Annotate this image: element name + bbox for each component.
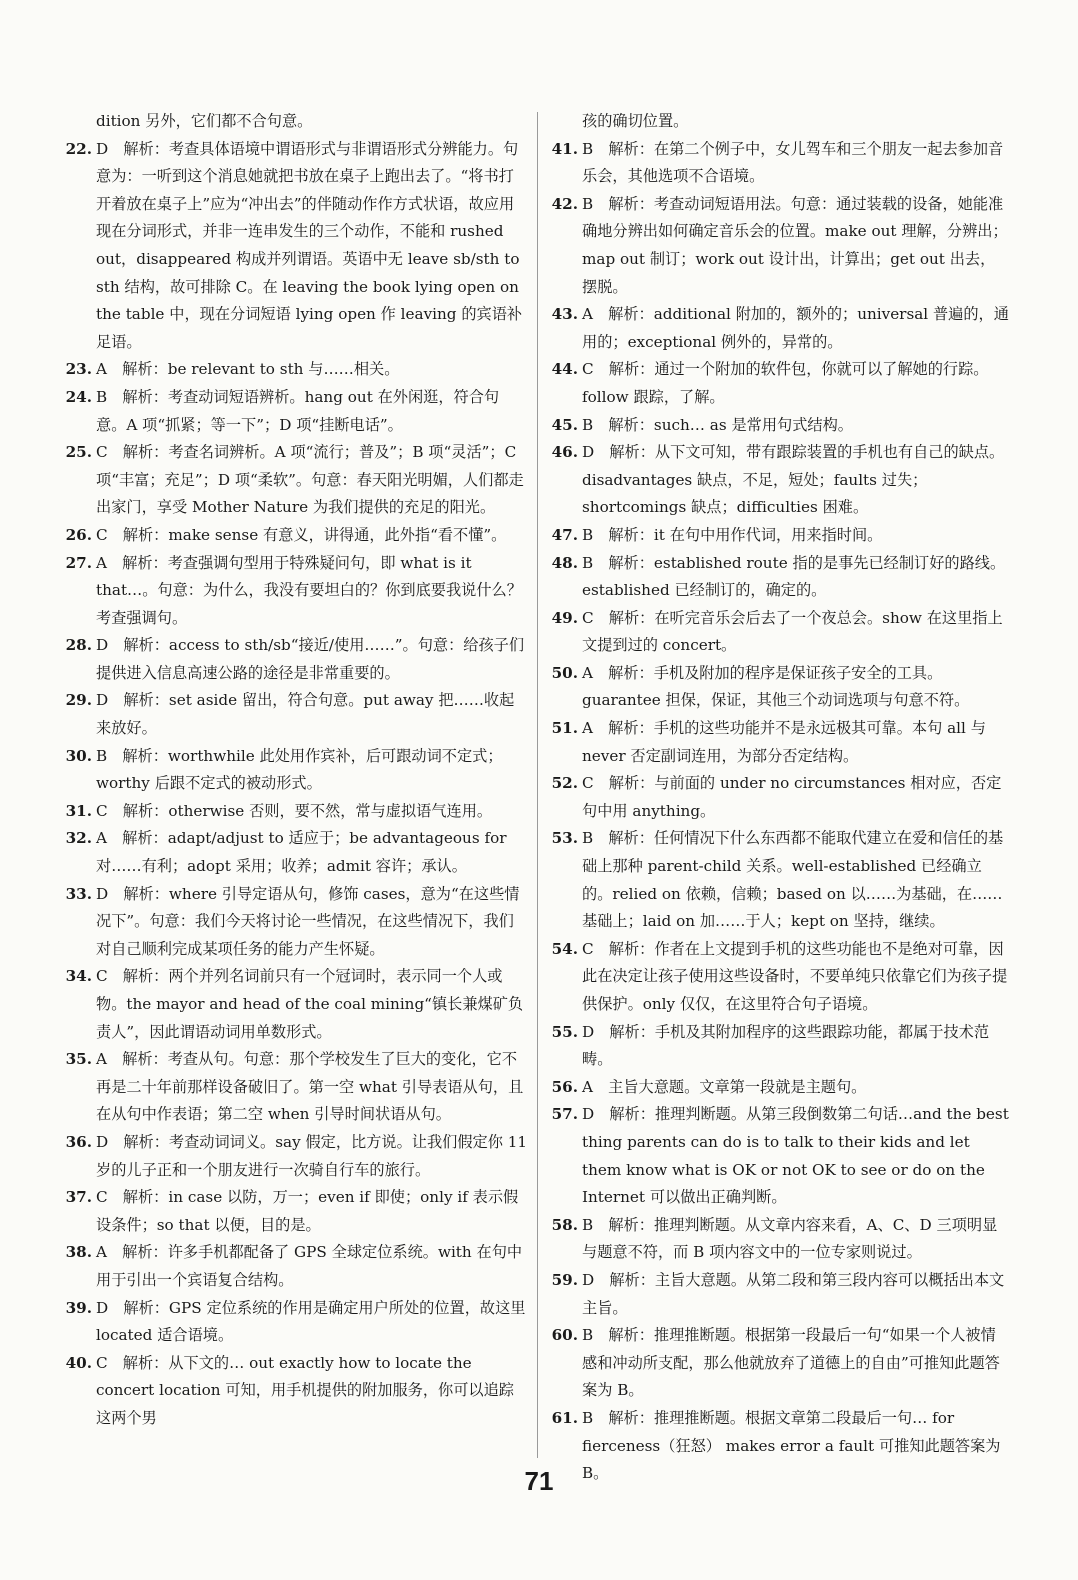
question-number: 44.: [551, 360, 578, 379]
answer-text: B 解析：推理判断题。从文章内容来看，A、C、D 三项明显与题意不符，而 B 项内容文中的一位专家则说过。: [582, 1215, 998, 1262]
answer-text: C 解析：考查名词辨析。A 项“流行；普及”；B 项“灵活”；C 项“丰富；充足”；D 项“柔软”。句意：春天阳光明媚，人们都走出家门，享受 Mother Nature 为我们提供的充足的阳光。: [96, 443, 524, 517]
answer-entry: [548, 108, 1010, 136]
question-number: 50.: [551, 663, 578, 682]
question-number: 26.: [65, 525, 92, 544]
answer-entry: [62, 356, 528, 384]
question-number: 32.: [65, 829, 92, 848]
answer-text: A 解析：手机的这些功能并不是永远极其可靠。本句 all 与 never 否定副词连用，为部分否定结构。: [582, 719, 986, 765]
question-number: 38.: [65, 1243, 92, 1262]
question-number: 58.: [551, 1215, 578, 1234]
question-number: 34.: [65, 967, 92, 986]
answer-entry: [548, 356, 1010, 411]
answer-text: D 解析：考查具体语境中谓语形式与非谓语形式分辨能力。句意为：一听到这个消息她就把书放在桌子上跑出去了。“将书打开着放在桌子上”应为“冲出去”的伴随动作作方式状语，故应用现在分词形式，并非一连串发生的三个动作，不能和 rushed out，disappeared 构成并列谓语。英语中无 leave sb/sth to sth 结构，故可排除 C。在 leaving the book lying open on the table 中，现在分词短语 lying open 作 leaving 的宾语补足语。: [96, 139, 523, 351]
answer-text: C 解析：作者在上文提到手机的这些功能也不是绝对可靠，因此在决定让孩子使用这些设备时，不要单纯只依靠它们为孩子提供保护。only 仅仅，在这里符合句子语境。: [582, 939, 1008, 1013]
question-number: 56.: [551, 1077, 578, 1096]
answer-entry: [62, 1350, 528, 1433]
question-number: 39.: [65, 1298, 92, 1317]
answer-entry: [548, 439, 1010, 522]
answer-entry: [62, 1046, 528, 1129]
answer-text: D 解析：access to sth/sb“接近/使用……”。句意：给孩子们提供进入信息高速公路的途径是非常重要的。: [96, 636, 525, 682]
answer-text: A 解析：考查从句。句意：那个学校发生了巨大的变化，它不再是二十年前那样设备破旧了。第一空 what 引导表语从句，且在从句中作表语；第二空 when 引导时间状语从句。: [96, 1050, 524, 1124]
answer-text: C 解析：通过一个附加的软件包，你就可以了解她的行踪。follow 跟踪，了解。: [582, 360, 989, 406]
answer-entry: [548, 136, 1010, 191]
question-number: 40.: [65, 1353, 92, 1372]
answer-entry: [62, 550, 528, 633]
answer-text: C 解析：make sense 有意义，讲得通，此外指“看不懂”。: [96, 525, 507, 544]
question-number: 46.: [551, 443, 578, 462]
question-number: 27.: [65, 553, 92, 572]
answer-entry: [62, 798, 528, 826]
answer-text: C 解析：in case 以防，万一；even if 即使；only if 表示假设条件；so that 以便，目的是。: [96, 1188, 519, 1234]
right-column: [548, 108, 1010, 1488]
left-column: [62, 108, 528, 1433]
answer-text: A 主旨大意题。文章第一段就是主题句。: [582, 1077, 867, 1096]
answer-entry: [548, 605, 1010, 660]
answer-text: B 解析：任何情况下什么东西都不能取代建立在爱和信任的基础上那种 parent-child 关系。well-established 已经确立的。relied on 依赖，信赖；based on 以……为基础，在……基础上；laid on 加……于人；kept on 坚持，继续。: [582, 829, 1004, 931]
answer-text: B 解析：worthwhile 此处用作宾补，后可跟动词不定式；worthy 后跟不定式的被动形式。: [96, 746, 503, 793]
answer-text: D 解析：从下文可知，带有跟踪装置的手机也有自己的缺点。disadvantages 缺点，不足，短处；faults 过失；shortcomings 缺点；difficulties 困难。: [582, 443, 1005, 517]
column-divider: [537, 112, 538, 1458]
answer-text: B 解析：考查动词短语用法。句意：通过装载的设备，她能准确地分辨出如何确定音乐会的位置。make out 理解，分辨出；map out 制订；work out 设计出，计算出；get out 出去，摆脱。: [582, 194, 1008, 296]
question-number: 22.: [65, 139, 92, 158]
question-number: 48.: [551, 553, 578, 572]
answer-text: B 解析：such… as 是常用句式结构。: [582, 415, 853, 434]
answer-entry: [62, 687, 528, 742]
answer-entry: [62, 439, 528, 522]
answer-text: A 解析：手机及附加的程序是保证孩子安全的工具。guarantee 担保，保证，其他三个动词选项与句意不符。: [582, 663, 970, 710]
answer-entry: [548, 1212, 1010, 1267]
question-number: 60.: [551, 1326, 578, 1345]
answer-text: 孩的确切位置。: [582, 112, 689, 130]
question-number: 49.: [551, 608, 578, 627]
answer-text: B 解析：established route 指的是事先已经制订好的路线。established 已经制订的，确定的。: [582, 553, 1006, 600]
question-number: 41.: [551, 139, 578, 158]
question-number: 61.: [551, 1408, 578, 1427]
question-number: 57.: [551, 1105, 578, 1124]
answer-text: B 解析：it 在句中用作代词，用来指时间。: [582, 525, 883, 544]
question-number: 51.: [551, 719, 578, 738]
answer-entry: [62, 108, 528, 136]
answer-entry: [62, 632, 528, 687]
answer-text: B 解析：推理推断题。根据第一段最后一句“如果一个人被情感和冲动所支配，那么他就放弃了道德上的自由”可推知此题答案为 B。: [582, 1326, 1000, 1400]
answer-entry: [548, 301, 1010, 356]
answer-entry: [548, 191, 1010, 301]
answer-entry: [548, 936, 1010, 1019]
answer-entry: [548, 770, 1010, 825]
answer-text: D 解析：主旨大意题。从第二段和第三段内容可以概括出本文主旨。: [582, 1270, 1005, 1317]
answer-entry: [548, 715, 1010, 770]
answer-entry: [548, 1074, 1010, 1102]
answer-text: D 解析：推理判断题。从第三段倒数第二句话…and the best thing parents can do is to talk to their kids and let them know what is OK or not OK to see or do on the Internet 可以做出正确判断。: [582, 1105, 1009, 1207]
answer-text: D 解析：where 引导定语从句，修饰 cases，意为“在这些情况下”。句意：我们今天将讨论一些情况，在这些情况下，我们对自己顺利完成某项任务的能力产生怀疑。: [96, 884, 520, 958]
answer-text: C 解析：otherwise 否则，要不然，常与虚拟语气连用。: [96, 801, 493, 820]
answer-text: A 解析：be relevant to sth 与……相关。: [96, 360, 400, 379]
answer-entry: [62, 1295, 528, 1350]
question-number: 59.: [551, 1270, 578, 1289]
question-number: 35.: [65, 1050, 92, 1069]
question-number: 37.: [65, 1188, 92, 1207]
answer-text: B 解析：在第二个例子中，女儿驾车和三个朋友一起去参加音乐会，其他选项不合语境。: [582, 139, 1004, 186]
answer-text: D 解析：考查动词词义。say 假定，比方说。让我们假定你 11 岁的儿子正和一个朋友进行一次骑自行车的旅行。: [96, 1132, 528, 1179]
answer-entry: [62, 1184, 528, 1239]
question-number: 28.: [65, 636, 92, 655]
question-number: 31.: [65, 801, 92, 820]
answer-text: C 解析：在听完音乐会后去了一个夜总会。show 在这里指上文提到过的 concert。: [582, 608, 1003, 655]
answer-text: C 解析：两个并列名词前只有一个冠词时，表示同一个人或物。the mayor and head of the coal mining“镇长兼煤矿负责人”，因此谓语动词用单数形式。: [96, 967, 524, 1041]
answer-entry: [548, 1267, 1010, 1322]
answer-entry: [548, 412, 1010, 440]
answer-entry: [62, 1129, 528, 1184]
answer-entry: [62, 1239, 528, 1294]
question-number: 30.: [65, 746, 92, 765]
question-number: 52.: [551, 774, 578, 793]
answer-entry: [548, 1101, 1010, 1211]
answer-text: A 解析：additional 附加的，额外的；universal 普遍的，通用的；exceptional 例外的，异常的。: [582, 305, 1009, 351]
answer-text: C 解析：与前面的 under no circumstances 相对应，否定句中用 anything。: [582, 774, 1002, 820]
question-number: 23.: [65, 360, 92, 379]
answer-text: D 解析：set aside 留出，符合句意。put away 把……收起来放好。: [96, 691, 515, 738]
question-number: 29.: [65, 691, 92, 710]
question-number: 55.: [551, 1022, 578, 1041]
answer-text: B 解析：推理推断题。根据文章第二段最后一句… for fierceness（狂怒） makes error a fault 可推知此题答案为 B。: [582, 1408, 1001, 1483]
answer-entry: [548, 550, 1010, 605]
question-number: 43.: [551, 305, 578, 324]
answer-entry: [62, 963, 528, 1046]
question-number: 25.: [65, 443, 92, 462]
question-number: 33.: [65, 884, 92, 903]
question-number: 45.: [551, 415, 578, 434]
question-number: 42.: [551, 194, 578, 213]
answer-entry: [548, 660, 1010, 715]
answer-text: C 解析：从下文的… out exactly how to locate the concert location 可知，用手机提供的附加服务，你可以追踪这两个男: [96, 1353, 514, 1427]
answer-entry: [62, 743, 528, 798]
answer-text: D 解析：手机及其附加程序的这些跟踪功能，都属于技术范畴。: [582, 1022, 990, 1069]
answer-text: A 解析：许多手机都配备了 GPS 全球定位系统。with 在句中用于引出一个宾语复合结构。: [96, 1243, 523, 1289]
question-number: 54.: [551, 939, 578, 958]
answer-text: A 解析：考查强调句型用于特殊疑问句，即 what is it that…。句意：为什么，我没有要坦白的？你到底要我说什么？考查强调句。: [96, 553, 522, 627]
answer-entry: [62, 881, 528, 964]
question-number: 24.: [65, 387, 92, 406]
answer-text: D 解析：GPS 定位系统的作用是确定用户所处的位置，故这里 located 适合语境。: [96, 1298, 526, 1345]
answer-entry: [62, 825, 528, 880]
answer-entry: [548, 522, 1010, 550]
answer-entry: [548, 1322, 1010, 1405]
question-number: 36.: [65, 1132, 92, 1151]
answer-text: A 解析：adapt/adjust to 适应于；be advantageous for 对……有利；adopt 采用；收养；admit 容许；承认。: [96, 829, 507, 876]
answer-entry: [548, 825, 1010, 935]
answer-entry: [62, 384, 528, 439]
answer-text: dition 另外，它们都不合句意。: [96, 112, 313, 130]
question-number: 47.: [551, 525, 578, 544]
answer-text: B 解析：考查动词短语辨析。hang out 在外闲逛，符合句意。A 项“抓紧；等一下”；D 项“挂断电话”。: [96, 387, 500, 434]
answer-entry: [62, 136, 528, 357]
answer-entry: [548, 1019, 1010, 1074]
answer-entry: [62, 522, 528, 550]
question-number: 53.: [551, 829, 578, 848]
page-number: 71: [524, 1466, 554, 1496]
